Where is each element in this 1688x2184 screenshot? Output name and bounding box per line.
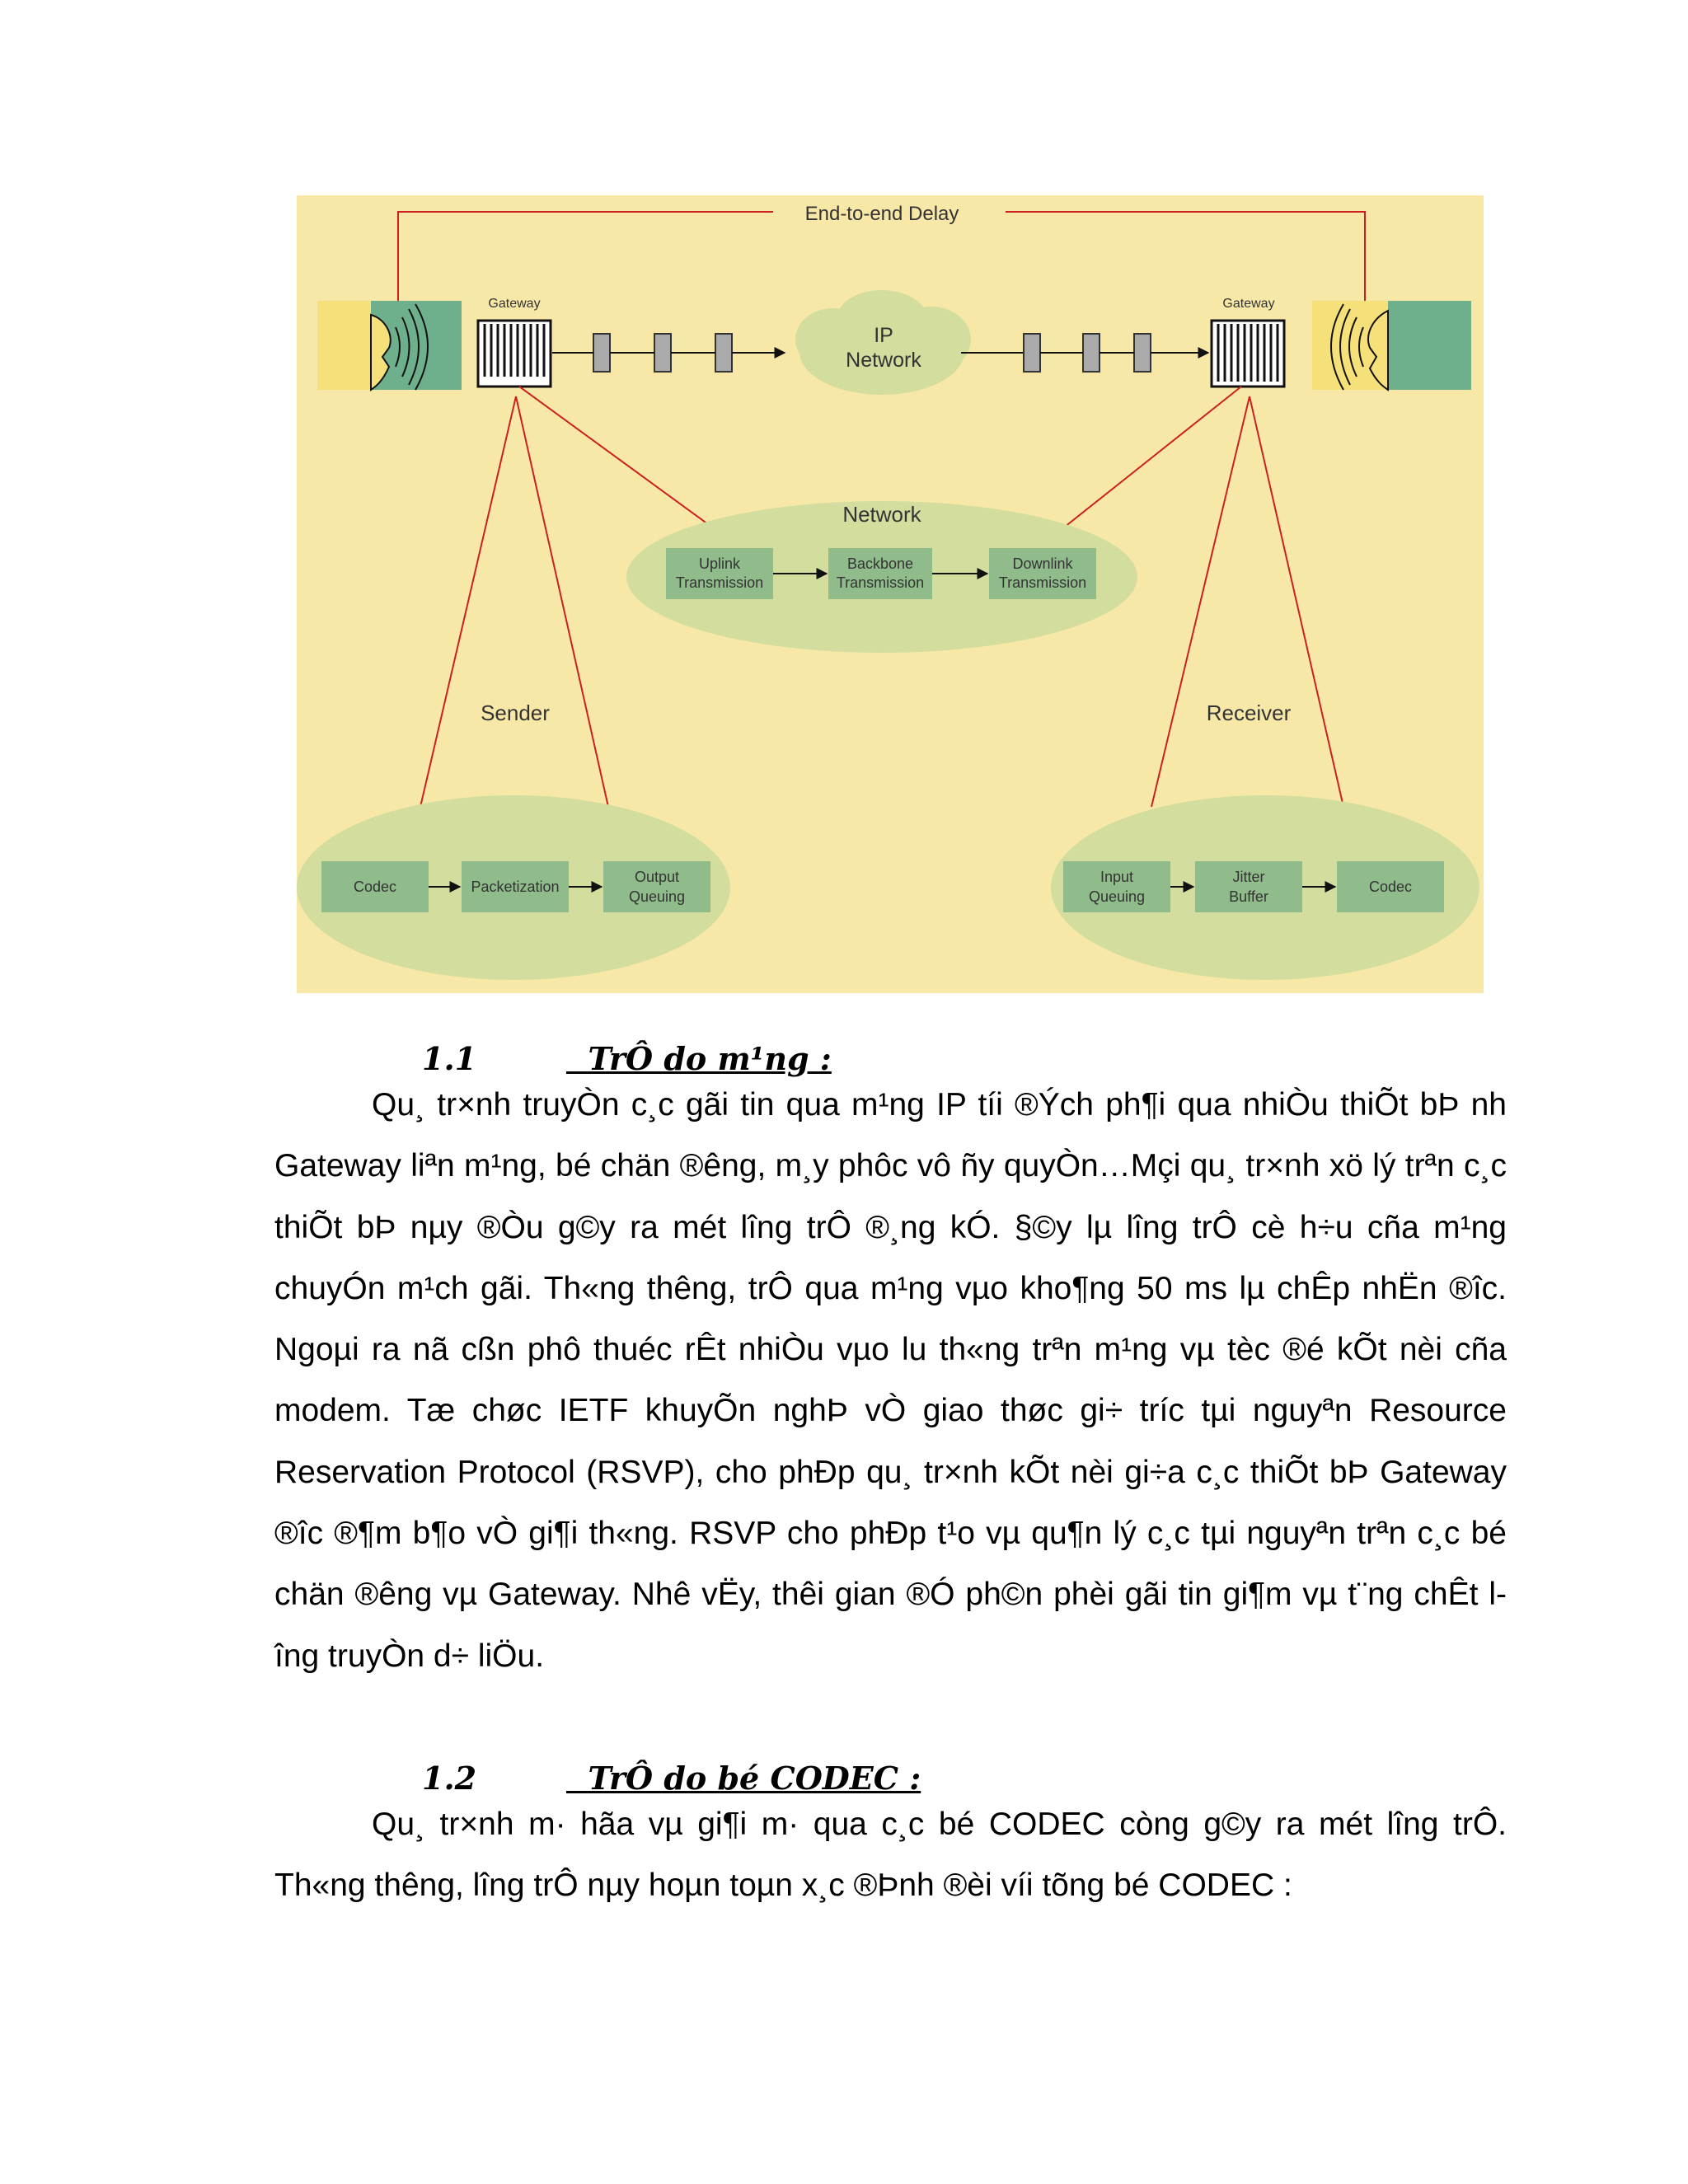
section-2-heading: [422, 1760, 921, 1797]
sender-box-codec: Codec: [353, 879, 397, 895]
gateway-left-label: Gateway: [488, 297, 541, 311]
section-1-title: TrÔ do m¹ng :: [588, 1040, 832, 1077]
receiver-title: Receiver: [1206, 701, 1292, 725]
sender-box-packetization: Packetization: [471, 879, 560, 895]
network-box-downlink-line1: Downlink: [1012, 555, 1073, 572]
gateway-right-icon: [1212, 321, 1284, 387]
receiver-box-jitter-line1: Jitter: [1232, 869, 1265, 885]
cloud-label-line1: IP: [874, 324, 893, 347]
network-box-backbone-line2: Transmission: [836, 574, 925, 591]
section-2-title: TrÔ do bé CODEC :: [588, 1760, 921, 1797]
left-user-illustration: [317, 301, 462, 390]
section-1-body: Qu¸ tr×nh truyÒn c¸c gãi tin qua m¹ng IP tíi ®Ých ph¶i qua nhiÒu thiÕt bÞ nh Gateway liªn m¹ng, bé chän ®êng, m¸y phôc vô ñy quyÒn…Mçi qu¸ tr×nh xö lý trªn c¸c thiÕt bÞ nµy ®Òu g©y ra mét lîng trÔ ®¸ng kÓ. §©y lµ lîng trÔ cè h÷u cña m¹ng chuyÓn m¹ch gãi. Th«ng thêng, trÔ qua m¹ng vµo kho¶ng 50 ms lµ chÊp nhËn ®îc. Ngoµi ra nã cßn phô thuéc rÊt nhiÒu vµo lu th«ng trªn m¹ng vµ tèc ®é kÕt nèi cña modem. Tæ chøc IETF khuyÕn nghÞ vÒ giao thøc gi÷ tríc tµi nguyªn Resource Reservation Protocol (RSVP), cho phÐp qu¸ tr×nh kÕt nèi gi÷a c¸c thiÕt bÞ Gateway ®îc ®¶m b¶o vÒ gi¶i th«ng. RSVP cho phÐp t¹o vµ qu¶n lý c¸c tµi nguyªn trªn c¸c bé chän ®êng vµ Gateway. Nhê vËy, thêi gian ®Ó ph©n phèi gãi tin gi¶m vµ t¨ng chÊt lîng truyÒn d÷ liÖu.: [274, 1087, 1507, 1674]
sender-box-output-line2: Queuing: [628, 888, 686, 905]
cloud-label-line2: Network: [846, 349, 921, 372]
receiver-box-input-line2: Queuing: [1088, 888, 1146, 905]
right-user-illustration: [1312, 301, 1471, 390]
section-2-body: Qu¸ tr×nh m· hãa vµ gi¶i m· qua c¸c bé CODEC còng g©y ra mét lîng trÔ. Th«ng thêng, lîng trÔ nµy hoµn toµn x¸c ®Þnh ®èi víi tõng bé CODEC :: [274, 1807, 1507, 1904]
network-box-uplink-line2: Transmission: [675, 574, 764, 591]
sender-title: Sender: [481, 701, 550, 725]
network-box-downlink-line2: Transmission: [998, 574, 1087, 591]
receiver-box-jitter-line2: Buffer: [1229, 888, 1268, 905]
network-box-backbone-line1: Backbone: [846, 555, 914, 572]
sender-box-output-line1: Output: [634, 869, 680, 885]
section-1-number: 1.1: [422, 1040, 477, 1077]
delay-diagram: [297, 195, 1484, 993]
gateway-left-icon: [478, 321, 551, 387]
receiver-box-input-line1: Input: [1100, 869, 1134, 885]
gateway-right-label: Gateway: [1222, 297, 1275, 311]
section-1-heading: [422, 1040, 832, 1077]
section-2-number: 1.2: [422, 1760, 477, 1797]
receiver-box-codec: Codec: [1368, 879, 1413, 895]
network-box-uplink-line1: Uplink: [698, 555, 741, 572]
network-title: Network: [842, 502, 921, 527]
end-to-end-delay-label: End-to-end Delay: [804, 203, 959, 225]
